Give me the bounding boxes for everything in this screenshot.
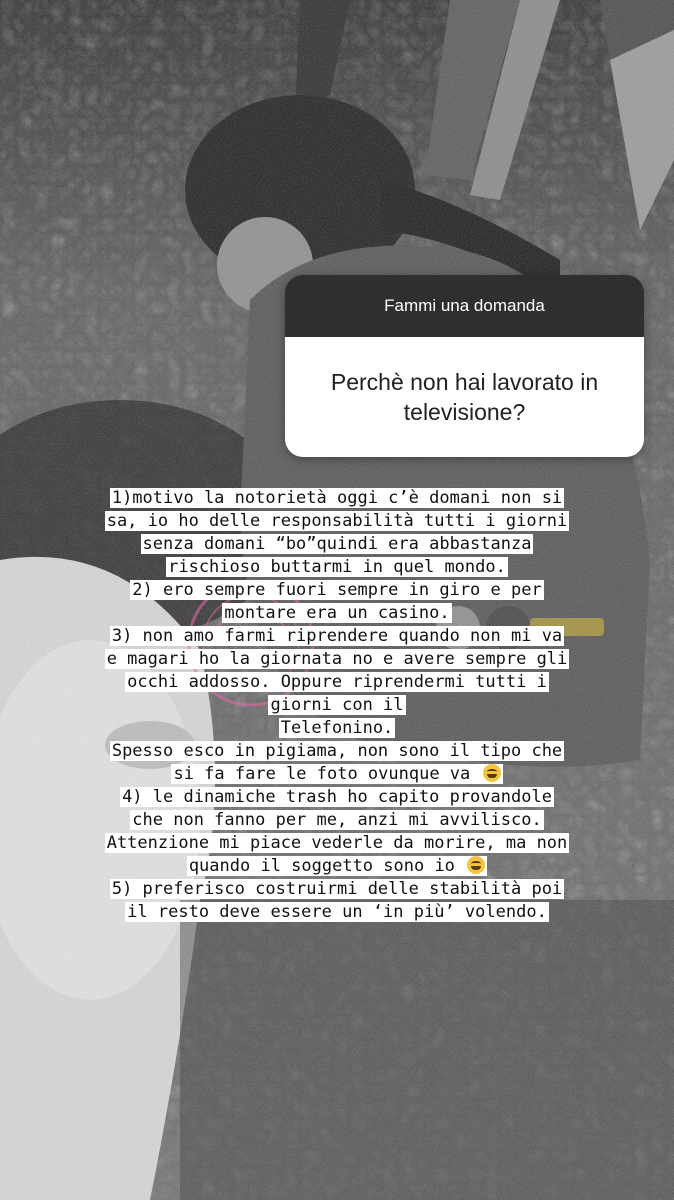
answer-line [20, 510, 654, 533]
answer-line-text: quando il soggetto sono io [187, 856, 487, 876]
answer-line [20, 671, 654, 694]
answer-line-text: montare era un casino. [224, 603, 450, 623]
answer-line-text: e magari ho la giornata no e avere sempre gli [106, 649, 568, 669]
answer-line [20, 625, 654, 648]
answer-line-text: 3) non amo farmi riprendere quando non mi va [111, 626, 563, 646]
answer-line [20, 487, 654, 510]
answer-line-text: Attenzione mi piace vederle da morire, ma non [106, 833, 568, 853]
answer-line-text: rischioso buttarmi in quel mondo. [168, 557, 506, 577]
answer-line-text: 2) ero sempre fuori sempre in giro e per [132, 580, 542, 600]
answer-line [20, 832, 654, 855]
answer-line [20, 786, 654, 809]
answer-line-text: 4) le dinamiche trash ho capito provandole [122, 787, 552, 807]
answer-line-text: Spesso esco in pigiama, non sono il tipo che [111, 741, 563, 761]
answer-line [20, 878, 654, 901]
answer-line-text: giorni con il [270, 695, 404, 715]
answer-line [20, 763, 654, 786]
answer-line [20, 556, 654, 579]
answer-line [20, 809, 654, 832]
answer-line [20, 602, 654, 625]
answer-line-text: sa, io ho delle responsabilità tutti i giorni [106, 511, 568, 531]
answer-line [20, 901, 654, 924]
sticker-header: Fammi una domanda [285, 275, 644, 337]
answer-line-text: si fa fare le foto ovunque va [171, 764, 502, 784]
answer-line [20, 579, 654, 602]
answer-line-text: che non fanno per me, anzi mi avvilisco. [132, 810, 542, 830]
answer-text [20, 487, 654, 924]
answer-line [20, 648, 654, 671]
answer-line [20, 533, 654, 556]
answer-line-text: il resto deve essere un ‘in più’ volendo. [127, 902, 547, 922]
answer-line-text: 5) preferisco costruirmi delle stabilità poi [111, 879, 563, 899]
sticker-question: Perchè non hai lavorato in televisione? [285, 337, 644, 457]
question-sticker[interactable] [285, 275, 644, 457]
answer-line-text: Telefonino. [280, 718, 394, 738]
answer-line [20, 740, 654, 763]
answer-line [20, 717, 654, 740]
answer-line [20, 855, 654, 878]
answer-line-text: 1)motivo la notorietà oggi c’è domani non si [111, 488, 563, 508]
answer-line-text: senza domani “bo”quindi era abbastanza [142, 534, 532, 554]
laughing-emoji-icon [467, 856, 485, 874]
answer-line [20, 694, 654, 717]
answer-line-text: occhi addosso. Oppure riprendermi tutti i [127, 672, 547, 692]
laughing-emoji-icon [483, 764, 501, 782]
